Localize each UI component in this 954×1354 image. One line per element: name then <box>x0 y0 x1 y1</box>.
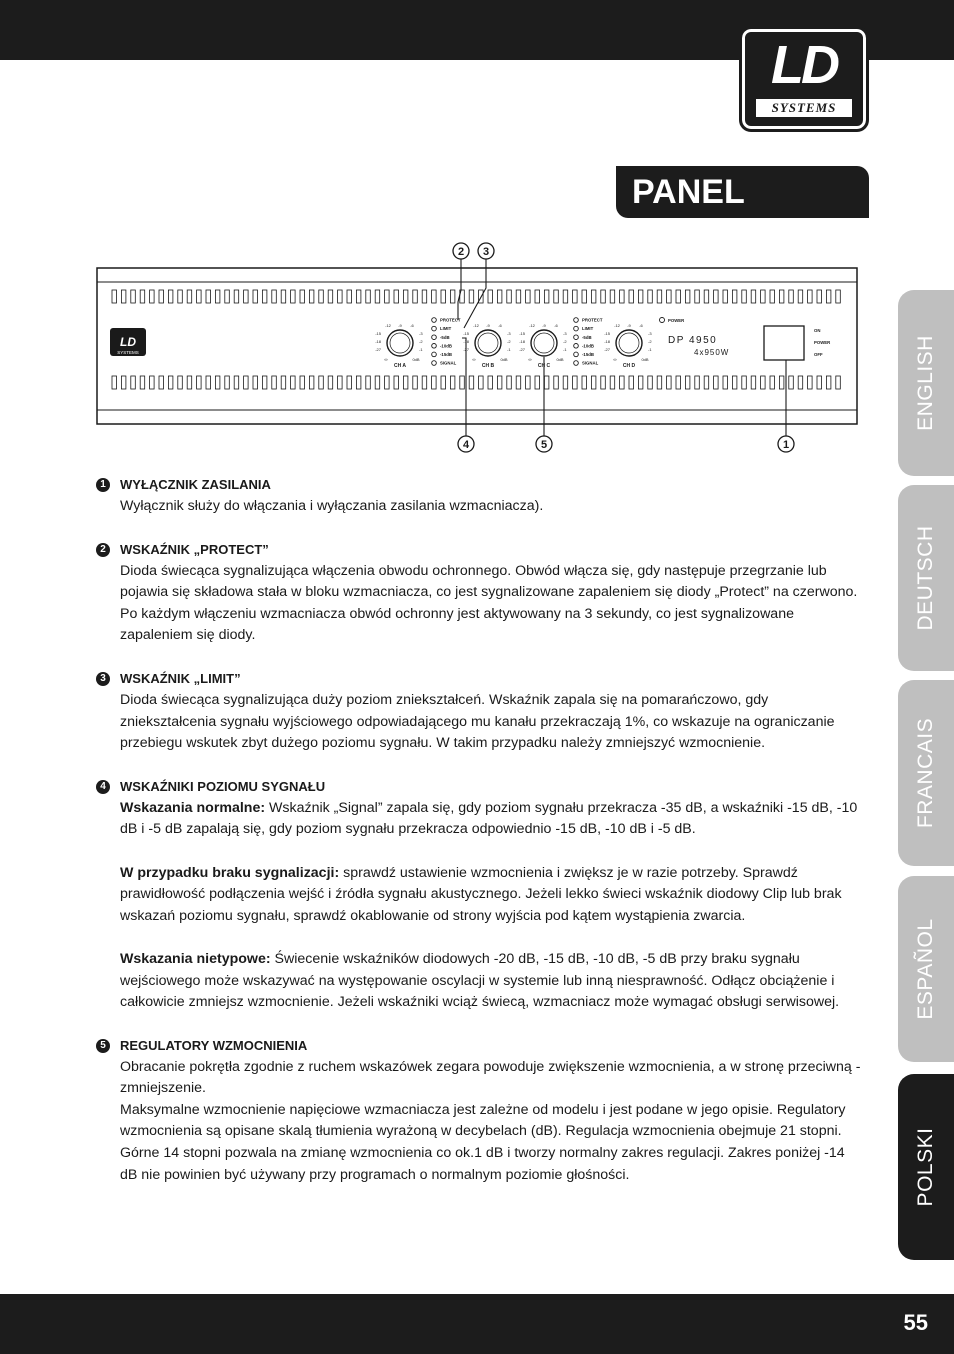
heading-text: WYŁĄCZNIK ZASILANIA <box>120 477 271 493</box>
tab-label: ESPAÑOL <box>914 918 937 1020</box>
heading-text: WSKAŹNIK „LIMIT” <box>120 671 241 687</box>
led-indicator <box>574 361 579 366</box>
knob-scale-label: -18 <box>375 339 381 344</box>
channel-label: CH D <box>622 363 636 369</box>
switch-label: ON <box>814 328 821 333</box>
led-indicator <box>432 352 437 357</box>
led-label: SIGNAL <box>440 360 457 366</box>
section-heading <box>96 539 861 561</box>
led-indicator <box>574 344 579 349</box>
gain-knob <box>475 330 501 356</box>
led-label: PROTECT <box>582 317 603 323</box>
knob-scale-label: -6 <box>498 323 502 328</box>
paragraph-text: Wskaźnik „Signal” zapala się, gdy poziom sygnału przekracza -35 dB, a wskaźniki -15 dB, -10 dB i -5 dB zapalają się, gdy poziom sygnału przekracza odpowiednio -15 dB, -10 dB i -5 dB. <box>120 799 858 838</box>
knob-scale-label: -2 <box>563 339 567 344</box>
channel-label: CH B <box>481 363 495 369</box>
section-body <box>96 496 861 518</box>
knob-scale-label: -1 <box>507 347 511 352</box>
paragraph-text: Maksymalne wzmocnienie napięciowe wzmacniacza jest zależne od modelu i jest podane w jego opisie. Regulatory wzmocnienia są opisane skalą tłumienia wyrażoną w decybelach (dB). Regulacja wzmocnienia obejmuje 21 stopni. Górne 14 stopni pozwala na zmianę wzmocnienia co ok.1 dB i tworzy normalny zakres regulacji. Zakres poniżej -14 dB nie powinien być używany przy programach o normalnym poziomie głośności. <box>120 1101 846 1183</box>
knob-scale-label: -18 <box>463 339 469 344</box>
callout-number: 3 <box>96 672 110 686</box>
section-heading <box>96 668 861 690</box>
knob-scale-label: -12 <box>473 323 479 328</box>
led-label: SIGNAL <box>582 360 599 366</box>
tab-polski[interactable] <box>898 1074 954 1260</box>
knob-scale-label: -3 <box>507 331 511 336</box>
title-bold: PANEL <box>632 173 745 211</box>
bottom-bar <box>0 1294 954 1354</box>
knob-scale-label: -1 <box>563 347 567 352</box>
knob-scale-label: -18 <box>604 339 610 344</box>
page-title <box>616 166 869 263</box>
paragraph <box>120 496 861 518</box>
switch-label: POWER <box>814 340 831 345</box>
led-indicator <box>432 318 437 323</box>
callout-number: 2 <box>96 543 110 557</box>
ld-systems-logo <box>739 26 869 132</box>
tab-label: DEUTSCH <box>914 525 937 631</box>
paragraph-text: Wyłącznik służy do włączania i wyłączania zasilania wzmacniacza). <box>120 498 544 514</box>
knob-scale-label: 0dB <box>556 357 564 362</box>
section-heading <box>96 1035 861 1057</box>
section-body <box>96 798 861 1014</box>
tab-label: ENGLISH <box>914 335 937 431</box>
led-indicator <box>574 335 579 340</box>
section-body <box>96 1057 861 1187</box>
power-switch <box>764 326 804 360</box>
panel-logo-sub: SYSTEMS <box>117 350 139 355</box>
knob-scale-label: -1 <box>648 347 652 352</box>
paragraph-text: sprawdź ustawienie wzmocnienia i zwiększ je w razie potrzeby. Sprawdź prawidłowość podłączenia wejść i źródła sygnału akustycznego. Jeżeli lekko świeci wskaźnik diodowy Clip lub brak wskazań poziomu sygnału, sprawdź okablowanie od strony wyjścia pod kątem wystąpienia zwarcia. <box>120 864 842 924</box>
channel-label: CH A <box>393 363 407 369</box>
heading-text: WSKAŹNIK „PROTECT” <box>120 541 269 557</box>
led-indicator <box>432 344 437 349</box>
led-label: LIMIT <box>582 326 594 332</box>
knob-scale-label: -27 <box>604 347 610 352</box>
model-name: DP 4950 <box>668 335 718 346</box>
tab-francais[interactable] <box>898 680 954 866</box>
knob-scale-label: -15 <box>519 331 525 336</box>
section-body <box>96 690 861 755</box>
knob-scale-label: -2 <box>419 339 423 344</box>
led-label: -10dB <box>582 343 594 349</box>
knob-scale-label: ∞ <box>472 357 476 362</box>
knob-scale-label: 0dB <box>412 357 420 362</box>
tab-deutsch[interactable] <box>898 485 954 671</box>
knob-scale-label: -9 <box>627 323 631 328</box>
paragraph <box>120 949 861 1014</box>
callout-number: 3 <box>482 246 490 258</box>
knob-scale-label: -2 <box>648 339 652 344</box>
paragraph <box>120 1057 861 1100</box>
knob-scale-label: 0dB <box>641 357 649 362</box>
paragraph <box>120 690 861 755</box>
page-number: 55 <box>903 1310 928 1335</box>
tab-espanol[interactable] <box>898 876 954 1062</box>
tab-label: POLSKI <box>914 1127 937 1207</box>
callout-number: 5 <box>96 1039 110 1053</box>
model-sub: 4x950W <box>694 348 730 357</box>
knob-scale-label: -9 <box>486 323 490 328</box>
callout-number: 1 <box>782 439 790 451</box>
led-label: -5dB <box>582 334 592 340</box>
gain-knob <box>616 330 642 356</box>
section-2 <box>96 539 861 647</box>
led-indicator <box>432 326 437 331</box>
paragraph <box>120 561 861 647</box>
knob-scale-label: -27 <box>375 347 381 352</box>
content <box>96 474 861 1207</box>
callout-number: 4 <box>96 780 110 794</box>
gain-knob <box>531 330 557 356</box>
knob-scale-label: -6 <box>554 323 558 328</box>
knob-scale-label: -15 <box>463 331 469 336</box>
tab-english[interactable] <box>898 290 954 476</box>
section-heading <box>96 776 861 798</box>
switch-label: OFF <box>814 352 823 357</box>
knob-scale-label: ∞ <box>528 357 532 362</box>
knob-scale-label: -2 <box>507 339 511 344</box>
logo-sub: SYSTEMS <box>756 99 852 117</box>
knob-scale-label: -3 <box>419 331 423 336</box>
knob-scale-label: -15 <box>604 331 610 336</box>
knob-scale-label: -3 <box>563 331 567 336</box>
paragraph-text: Dioda świecąca sygnalizująca włączenia obwodu ochronnego. Obwód włącza się, gdy następuje przegrzanie lub pojawia się składowa stała w bloku wzmacniacza, co jest sygnalizowane zapaleniem się diody „Protect” na czerwono. Po każdym włączeniu wzmacniacza obwód ochronny jest aktywowany na 3 sekundy, co jest sygnalizowane zapaleniem się diody. <box>120 562 858 644</box>
led-label: -15dB <box>440 352 452 357</box>
gain-knob <box>387 330 413 356</box>
paragraph-text: Obracanie pokrętła zgodnie z ruchem wskazówek zegara powoduje zwiększenie wzmocnienia, a w stronę przeciwną - zmniejszenie. <box>120 1058 861 1097</box>
knob-scale-label: -6 <box>410 323 414 328</box>
led-label: -5dB <box>440 334 450 340</box>
section-heading <box>96 474 861 496</box>
section-1 <box>96 474 861 518</box>
paragraph-text: Dioda świecąca sygnalizująca duży poziom zniekształceń. Wskaźnik zapala się na pomarańczowo, gdy zniekształcenia sygnału wyjściowego odpowiadającego mu kanału przekraczają 1%, co wskazuje na ograniczanie przebiegu wskutek zbyt dużego poziomu sygnału. W takim przypadku należy zmniejszyć wzmocnienie. <box>120 691 835 752</box>
knob-scale-label: -9 <box>398 323 402 328</box>
knob-scale-label: 0dB <box>500 357 508 362</box>
section-4 <box>96 776 861 1014</box>
knob-scale-label: -27 <box>519 347 525 352</box>
section-5 <box>96 1035 861 1187</box>
led-indicator <box>574 352 579 357</box>
knob-scale-label: -15 <box>375 331 381 336</box>
heading-text: WSKAŹNIKI POZIOMU SYGNAŁU <box>120 778 326 794</box>
callout-number: 2 <box>457 246 465 258</box>
knob-scale-label: -6 <box>639 323 643 328</box>
channel-label: CH C <box>537 363 551 369</box>
section-body <box>96 561 861 647</box>
knob-scale-label: -12 <box>529 323 535 328</box>
led-label: LIMIT <box>440 326 452 332</box>
led-indicator <box>432 335 437 340</box>
knob-scale-label: -27 <box>463 347 469 352</box>
knob-scale-label: -3 <box>648 331 652 336</box>
tab-label: FRANCAIS <box>914 717 937 829</box>
title-rest: PRZEDNI: <box>616 225 775 263</box>
led-label: -15dB <box>582 352 594 357</box>
callout-number: 1 <box>96 478 110 492</box>
logo-brand: LD <box>771 35 837 95</box>
paragraph-text: Świecenie wskaźników diodowych -20 dB, -15 dB, -10 dB, -5 dB przy braku sygnału wejściowego może wskazywać na występowanie oscylacji w systemie lub inną niesprawność. Odłącz obciążenie i całkowicie zmniejsz wzmocnienie. Jeżeli wskaźniki wciąż świecą, wzmacniacz może wymagać obsługi serwisowej. <box>120 950 840 1011</box>
heading-text: REGULATORY WZMOCNIENIA <box>120 1037 308 1053</box>
led-indicator <box>432 361 437 366</box>
paragraph-label: Wskazania nietypowe: <box>120 950 271 967</box>
callout-number: 5 <box>540 439 548 451</box>
knob-scale-label: -12 <box>614 323 620 328</box>
led-label: PROTECT <box>440 317 461 323</box>
knob-scale-label: ∞ <box>613 357 617 362</box>
led-label: -10dB <box>440 343 452 349</box>
front-panel-diagram <box>96 240 858 458</box>
paragraph-label: Wskazania normalne: <box>120 799 266 816</box>
paragraph-label: W przypadku braku sygnalizacji: <box>120 864 340 881</box>
power-led <box>660 318 665 323</box>
power-led-label: POWER <box>668 318 685 323</box>
section-3 <box>96 668 861 755</box>
knob-scale-label: -1 <box>419 347 423 352</box>
led-indicator <box>574 326 579 331</box>
knob-scale-label: -18 <box>519 339 525 344</box>
panel-logo-text: LD <box>120 335 136 349</box>
paragraph <box>120 1100 861 1186</box>
led-indicator <box>574 318 579 323</box>
paragraph <box>120 798 861 841</box>
knob-scale-label: ∞ <box>384 357 388 362</box>
knob-scale-label: -12 <box>385 323 391 328</box>
knob-scale-label: -9 <box>542 323 546 328</box>
paragraph <box>120 863 861 928</box>
callout-number: 4 <box>462 439 470 451</box>
